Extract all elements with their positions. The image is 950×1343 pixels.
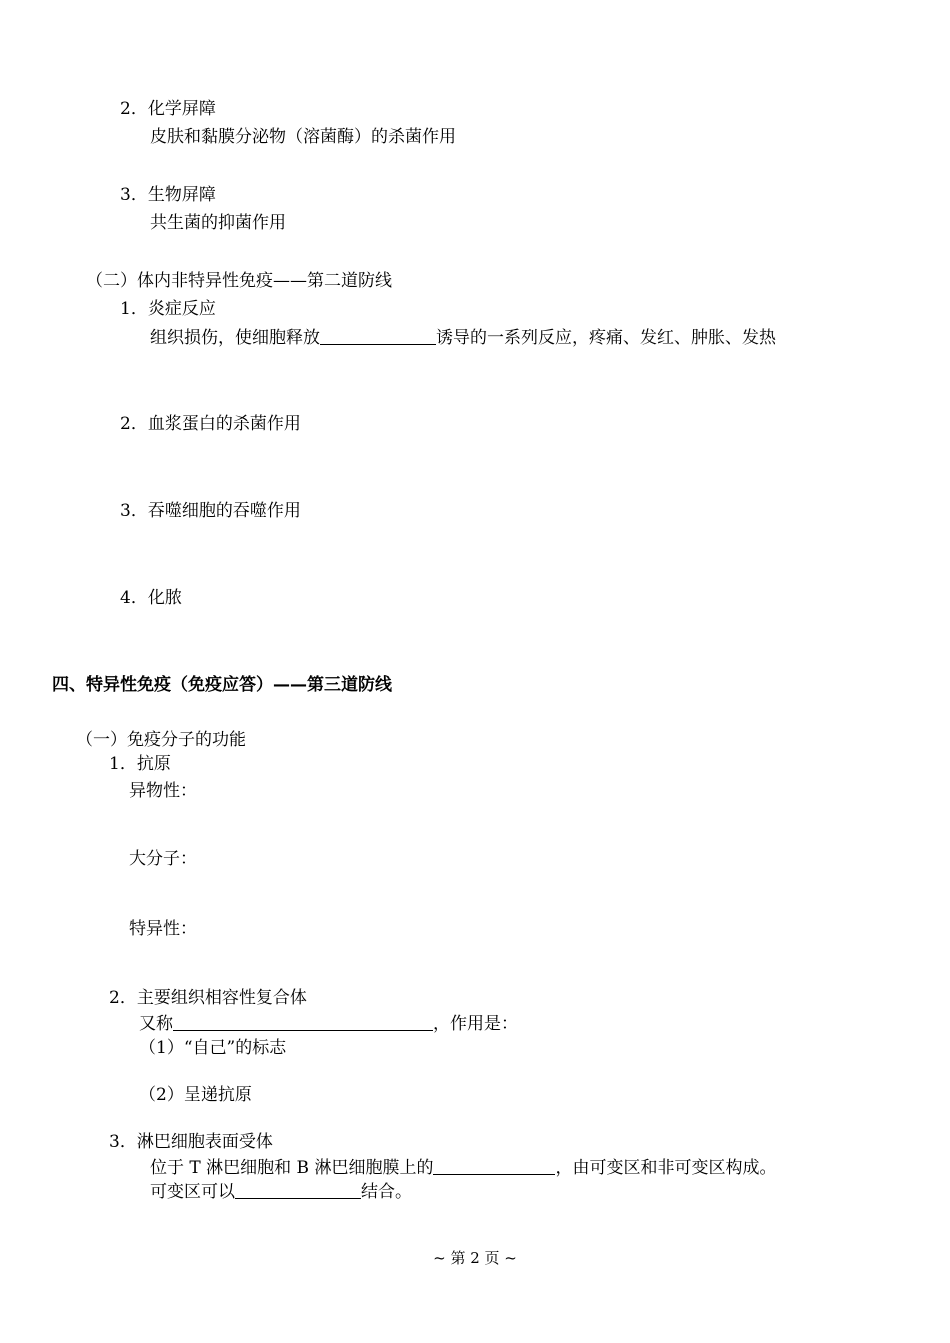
variable-blank [235,1182,361,1199]
mhc-alias [139,1013,518,1035]
mhc-alias-before: 又称 [139,1014,173,1034]
inflammation-title: 1．炎症反应 [120,299,216,319]
specificity-label: 特异性： [129,919,197,939]
receptor-desc [150,1157,776,1179]
page-footer: ~ 第 2 页 ~ [433,1249,517,1267]
receptor-blank [433,1158,555,1175]
chem-barrier-desc: 皮肤和黏膜分泌物（溶菌酶）的杀菌作用 [150,127,456,147]
inflammation-text-after: 诱导的一系列反应，疼痛、发红、肿胀、发热 [436,328,776,348]
inflammation-text-before: 组织损伤，使细胞释放 [150,328,320,348]
variable-text-after: 结合。 [361,1182,412,1202]
inflammation-desc [150,327,776,349]
foreignness-label: 异物性： [129,781,197,801]
mhc-item-antigen-presentation: （2）呈递抗原 [139,1085,252,1105]
receptor-title: 3．淋巴细胞表面受体 [109,1132,273,1152]
phagocyte-item: 3．吞噬细胞的吞噬作用 [120,501,301,521]
chem-barrier-title: 2．化学屏障 [120,99,216,119]
mhc-item-self-marker: （1）“自己”的标志 [139,1038,287,1058]
mhc-alias-blank [173,1014,433,1031]
plasma-protein-item: 2．血浆蛋白的杀菌作用 [120,414,301,434]
part-four-heading: 四、特异性免疫（免疫应答）——第三道防线 [52,675,392,695]
bio-barrier-title: 3．生物屏障 [120,185,216,205]
receptor-text-before: 位于 T 淋巴细胞和 B 淋巴细胞膜上的 [150,1158,434,1178]
mhc-title: 2．主要组织相容性复合体 [109,988,307,1008]
macromolecule-label: 大分子： [129,849,197,869]
bio-barrier-desc: 共生菌的抑菌作用 [150,213,286,233]
variable-text-before: 可变区可以 [150,1182,235,1202]
inflammation-blank [320,328,436,345]
section-two-heading: （二）体内非特异性免疫——第二道防线 [86,271,392,291]
antigen-title: 1．抗原 [109,754,171,774]
pus-item: 4．化脓 [120,588,182,608]
receptor-text-after: ，由可变区和非可变区构成。 [555,1158,777,1178]
mhc-alias-after: ，作用是： [433,1014,518,1034]
immune-molecules-heading: （一）免疫分子的功能 [76,730,246,750]
variable-region-desc [150,1181,412,1203]
